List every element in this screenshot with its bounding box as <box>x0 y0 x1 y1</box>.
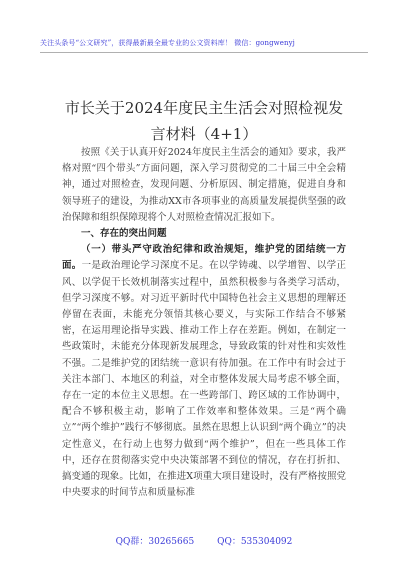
footer-qq-group: QQ群：30265665 <box>115 537 195 547</box>
header-notice: 关注头条号“公文研究”，获得最新最全最专业的公文资料库！ 微信：gongwenyj <box>40 39 295 47</box>
footer-contact <box>0 534 408 547</box>
header-divider <box>40 52 368 53</box>
document-body <box>62 145 346 501</box>
intro-paragraph: 按照《关于认真开好2024年度民主生活会的通知》要求，我严格对照“四个带头”方面问题，深入学习贯彻党的二十届三中全会精神，通过对照检查，发现问题、分析原因、制定措施，促进自身和领导班子的建设，为推动XX市各项事业的高质量发展提供坚强的政治保障和组织保障现将个人对照检查情况汇报如下。 <box>62 147 346 223</box>
section-heading: 一、存在的突出问题 <box>81 228 167 240</box>
subsection-body: 一是政治理论学习深度不足。在以学铸魂、以学增智、以学正风、以学促干长效机制落实过程中，虽然积极参与各类学习活动，但学习深度不够。对习近平新时代中国特色社会主义思想的理解还停留在表面，未能充分领悟其核心要义，与实际工作结合不够紧密，在运用理论指导实践、推动工作上存在差距。例如，在制定一些政策时，未能充分体现新发展理念，导致政策的针对性和实效性不强。二是维护党的团结统一意识有待加强。在工作中有时会过于关注本部门、本地区的利益，对全市整体发展大局考虑不够全面，存在一定的本位主义思想。在一些跨部门、跨区域的工作协调中，配合不够积极主动，影响了工作效率和整体效果。三是“两个确立”“两个维护”践行不够彻底。虽然在思想上认识到“两个确立”的决定性意义，在行动上也努力做到“两个维护”，但在一些具体工作中，还存在贯彻落实党中央决策部署不到位的情况，存在打折扣、搞变通的现象。比如，在推进X项重大项目建设时，没有严格按照党中央要求的时间节点和质量标准 <box>62 260 346 499</box>
footer-qq: QQ：535304092 <box>217 537 293 547</box>
subsection-heading: （一）带头严守政治纪律和政治规矩，维护党的团结统一方面。 <box>62 244 346 272</box>
subsection-paragraph <box>62 242 346 501</box>
document-title <box>30 95 378 147</box>
title-line-1: 市长关于2024年度民主生活会对照检视发 <box>64 99 344 117</box>
title-line-2: 言材料（4+1） <box>150 125 258 143</box>
